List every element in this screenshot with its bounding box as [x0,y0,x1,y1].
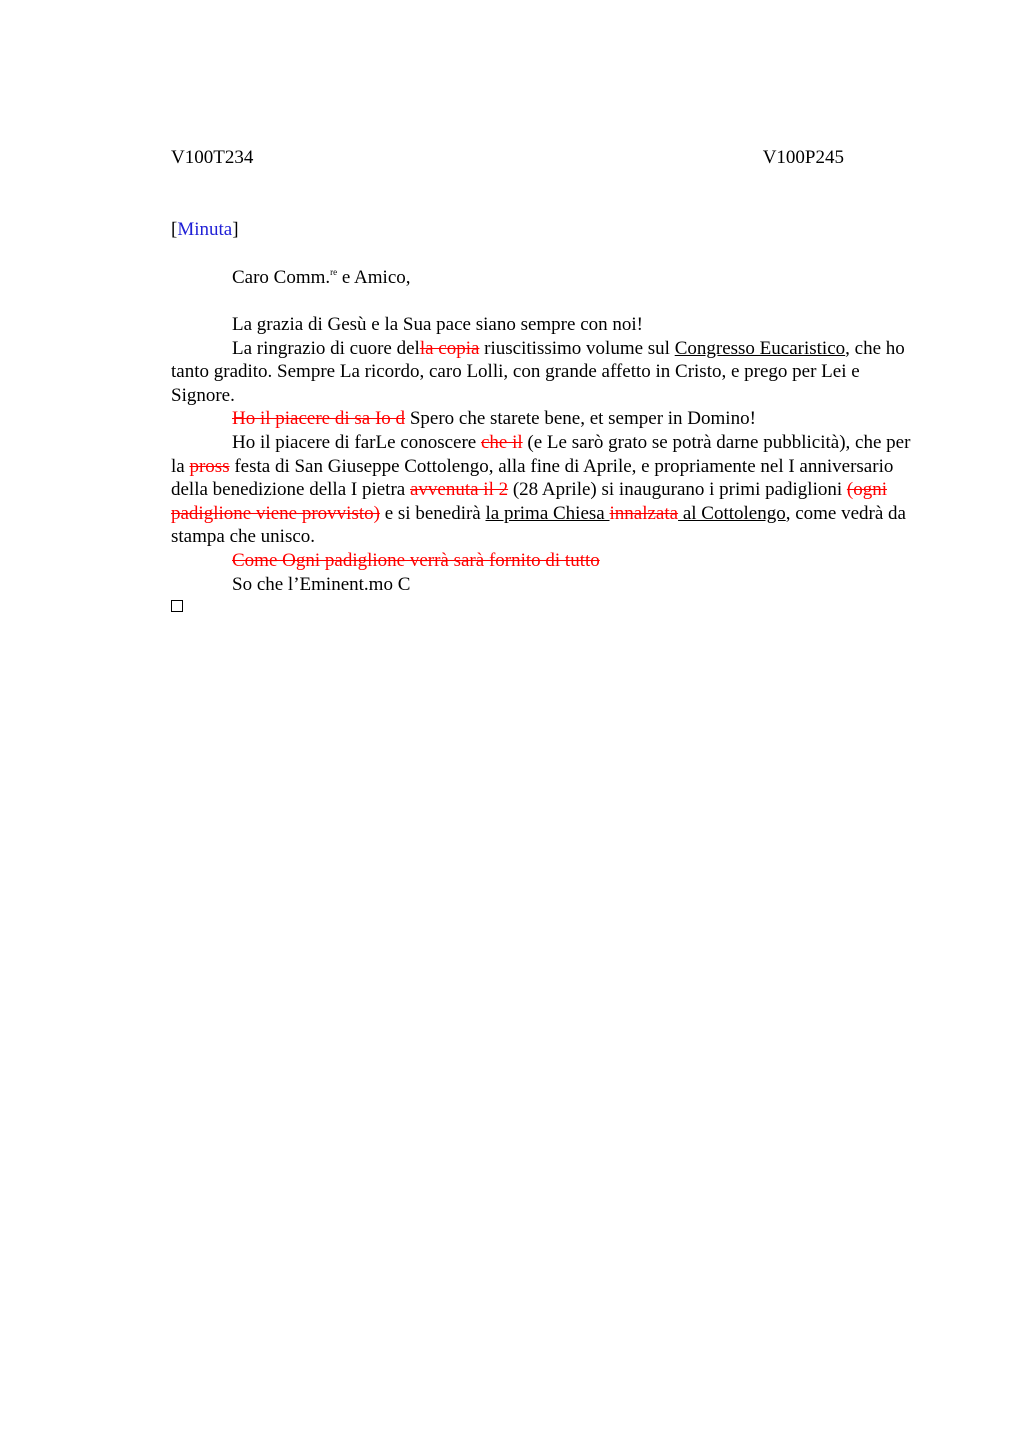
paragraph-text: La grazia di Gesù e la Sua pace siano sempre con noi! [232,314,643,335]
deleted-text: la copia [419,337,480,359]
paragraph-text: (e Le sarò grato se potrà darne pubblicità), che per la [171,431,911,477]
paragraph-thanks [171,337,921,408]
document-header [171,146,844,170]
document-code-left: V100T234 [171,147,254,168]
label-word: Minuta [177,219,233,240]
paragraph-deleted-sentence [171,549,921,573]
label-close-bracket: ] [232,219,239,240]
salutation [232,266,411,290]
draft-label [171,218,239,242]
salutation-superscript: re [330,267,338,277]
salutation-tail: e Amico, [337,267,411,288]
deleted-text: (ogni padiglione viene provvisto) [171,479,887,524]
paragraph-text: riuscitissimo volume sul [479,337,675,359]
letter-body [171,313,921,596]
deleted-text: Come Ogni padiglione verrà sarà fornito di tutto [232,549,600,571]
paragraph-text: , come vedrà da stampa che unisco. [171,502,906,548]
paragraph-text: So che l’Eminent.mo C [232,573,411,595]
underlined-text: al Cottolengo [678,502,786,524]
paragraph-text: festa di San Giuseppe Cottolengo, alla fine di Aprile, e propriamente nel I anniversario della benedizione della I pietra [171,455,894,501]
deleted-text: Ho il piacere di sa Io d [232,408,406,430]
paragraph-unfinished [171,573,921,597]
paragraph-text: La ringrazio di cuore del [232,337,420,359]
paragraph-text: Ho il piacere di farLe conoscere [232,431,481,453]
paragraph-announcement [171,431,921,549]
deleted-text: che il [480,431,523,453]
deleted-text: pross [189,455,230,477]
paragraph-wishes [171,407,921,431]
deleted-text: innalzata [609,502,679,524]
paragraph-text: Spero che starete bene, et semper in Domino! [405,408,756,430]
paragraph-text: , che ho tanto gradito. Sempre La ricordo, caro Lolli, con grande affetto in Cristo, e prego per Lei e Signore. [171,337,905,406]
paragraph-greeting [171,313,921,337]
underlined-text: la prima Chiesa [485,502,610,524]
deleted-text: avvenuta il 2 [409,479,509,501]
label-open-bracket: [ [171,219,178,240]
paragraph-text: e si benedirà [379,502,486,524]
checkbox-square-icon [171,600,183,612]
paragraph-text: (28 Aprile) si inaugurano i primi padiglioni [508,479,847,501]
salutation-text: Caro Comm. [232,267,331,288]
underlined-text: Congresso Eucaristico [674,337,846,359]
document-code-right: V100P245 [762,147,844,168]
